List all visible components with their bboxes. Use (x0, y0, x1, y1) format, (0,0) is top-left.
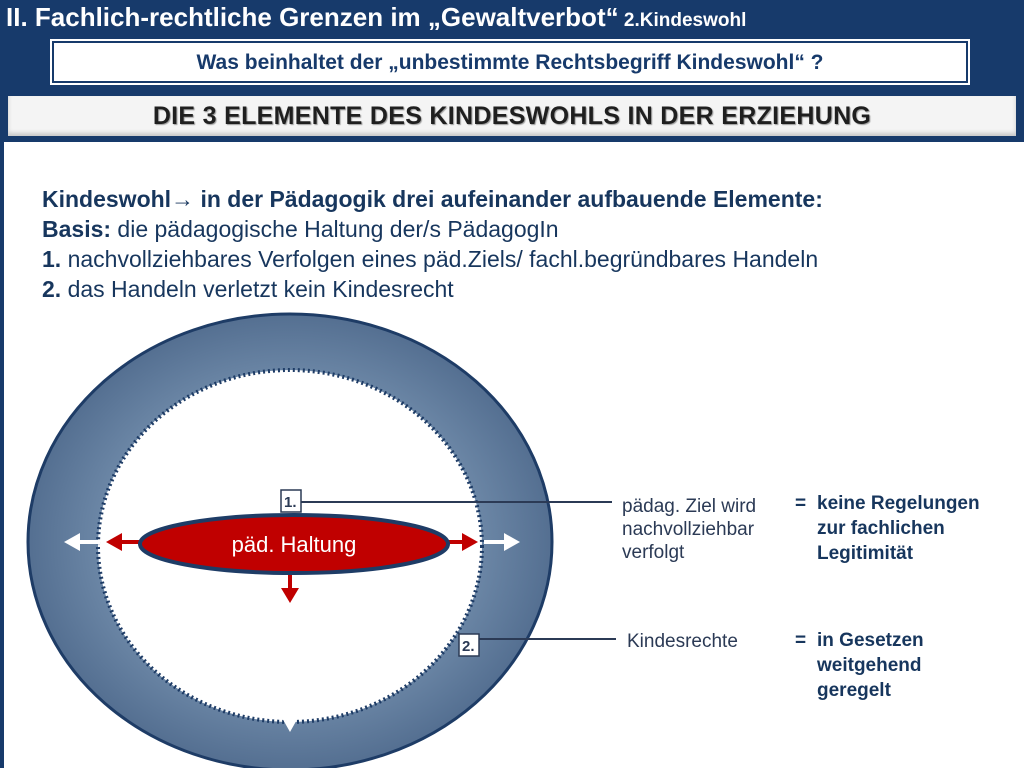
core-label: päd. Haltung (231, 532, 357, 557)
label-element-2: Kindesrechte (627, 631, 738, 652)
marker-2: 2. (462, 638, 475, 655)
result-element-1: = keine Regelungen zur fachlichen Legitimität (795, 493, 980, 564)
marker-1: 1. (284, 494, 297, 511)
intro-line-3: 1. nachvollziehbares Verfolgen eines päd.Ziels/ fachl.begründbares Handeln (42, 246, 819, 272)
slide-title-topic: 2.Kindeswohl (618, 10, 747, 31)
intro-line-4: 2. das Handeln verletzt kein Kindesrecht (42, 276, 454, 302)
label-element-1: pädag. Ziel wird nachvollziehbar verfolgt (622, 496, 757, 563)
result-element-2: = in Gesetzen weitgehend geregelt (795, 630, 924, 701)
section-heading: DIE 3 ELEMENTE DES KINDESWOHLS IN DER ERZIEHUNG (152, 102, 872, 130)
subtitle: Was beinhaltet der „unbestimmte Rechtsbegriff Kindeswohl“ ? (196, 51, 824, 74)
intro-line-1: Kindeswohl→ in der Pädagogik drei aufeinander aufbauende Elemente: (42, 186, 823, 212)
slide-title-main: II. Fachlich-rechtliche Grenzen im „Gewaltverbot“ (6, 2, 619, 32)
intro-line-2: Basis: die pädagogische Haltung der/s PädagogIn (42, 216, 559, 242)
